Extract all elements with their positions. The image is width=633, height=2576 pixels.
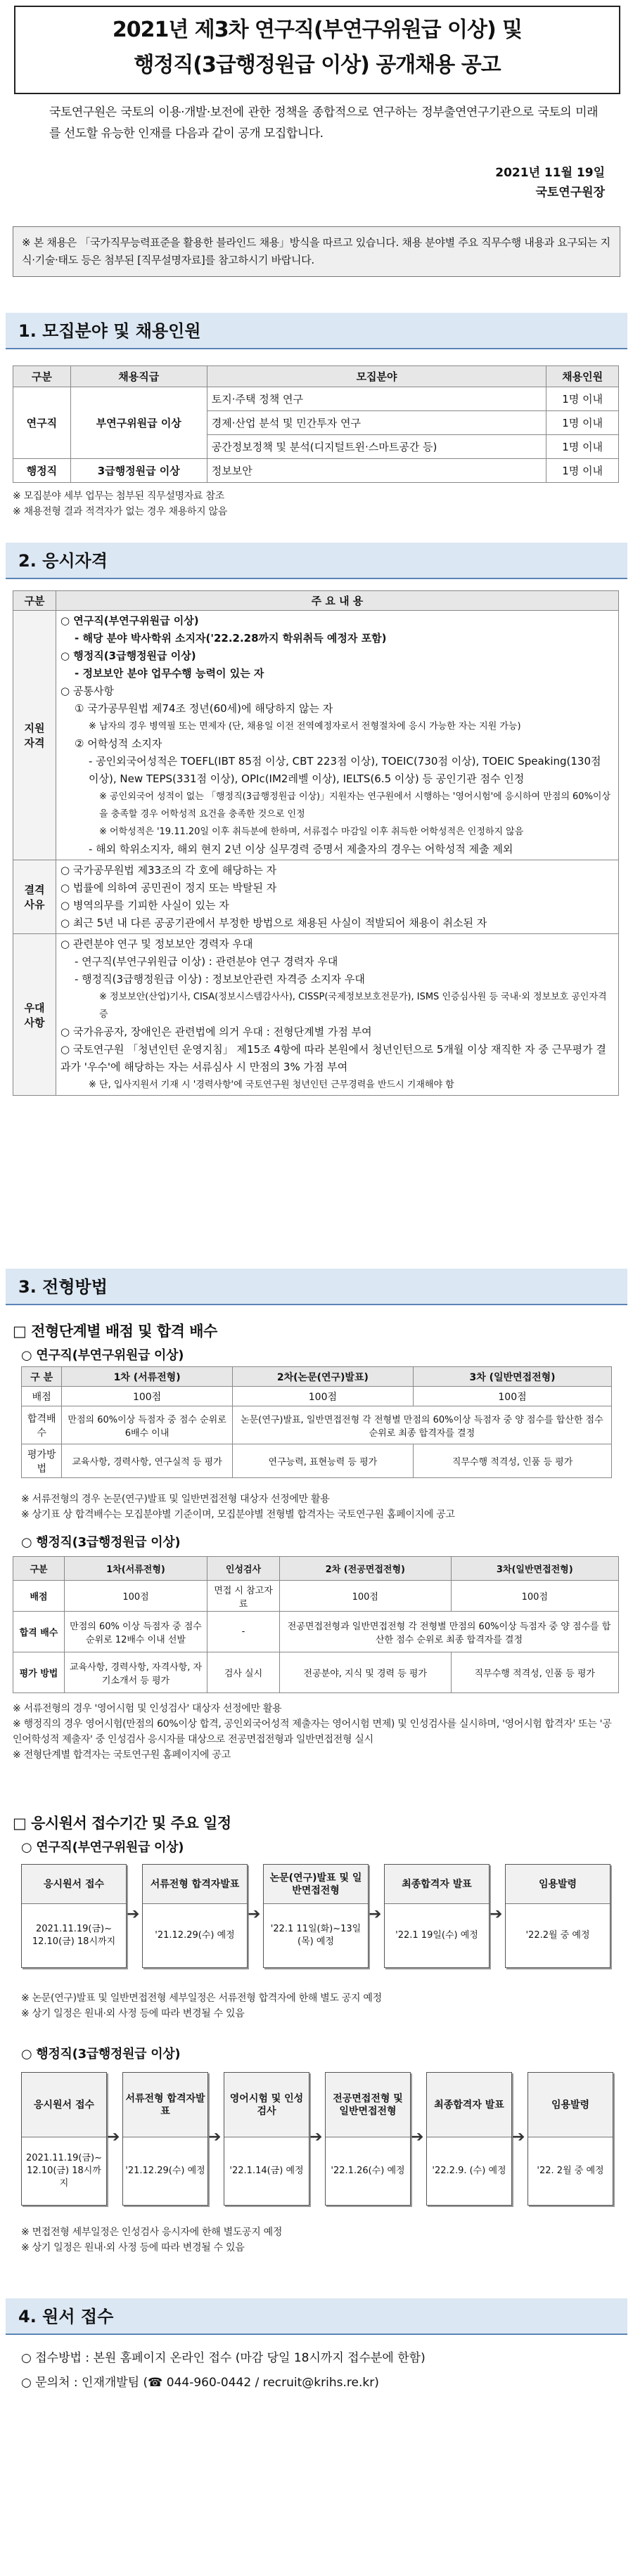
recruit-field-3: 공간정보정책 및 분석(디지털트윈·스마트공간 등)	[207, 435, 546, 459]
recruit-notes	[13, 488, 227, 519]
as-r2-2: -	[207, 1612, 280, 1652]
title-line-1: 2021년 제3차 연구직(부연구위원급 이상) 및	[112, 18, 523, 42]
research-stage-table	[21, 1366, 612, 1478]
as-th-0: 구분	[13, 1557, 65, 1581]
recruit-count-1: 1명 이내	[546, 387, 619, 411]
schedule-step	[384, 1864, 490, 1968]
qualification-line: - 해외 학위소지자, 해외 현지 2년 이상 실무경력 증명서 제출자의 경우는 어학성적 제출 제외	[89, 843, 513, 855]
sched-research-notes	[21, 1991, 612, 2021]
schedule-step-title: 논문(연구)발표 및 일반면접전형	[264, 1865, 368, 1904]
recruit-field-2: 경제·산업 분석 및 민간투자 연구	[207, 411, 546, 435]
as-th-2: 인성검사	[207, 1557, 280, 1581]
rs-r2-0: 합격배수	[22, 1406, 62, 1444]
schedule-step-title: 전공면접전형 및 일반면접전형	[326, 2073, 410, 2137]
rs-r3-2: 연구능력, 표현능력 등 평가	[232, 1444, 413, 1478]
rs-r1-3: 100점	[414, 1387, 612, 1406]
schedule-step	[426, 2072, 512, 2206]
as-r2-1: 만점의 60% 이상 득점자 중 점수 순위로 12배수 이내 선발	[65, 1612, 207, 1652]
qualification-line: ○ 연구직(부연구위원급 이상)	[60, 614, 199, 627]
schedule-step-date: 2021.11.19(금)~ 12.10(금) 18시까지	[25, 2153, 103, 2189]
disqualification-line: ○ 법률에 의하여 공민권이 정지 또는 박탈된 자	[60, 881, 277, 894]
as-r1-0: 배점	[13, 1581, 65, 1612]
qualification-line: - 해당 분야 박사학위 소지자('22.2.28까지 학위취득 예정자 포함)	[75, 632, 387, 645]
schedule-step-date: '22.1 11일(화)~13일(목) 예정	[270, 1924, 362, 1947]
section-4-header: 4. 원서 접수	[6, 2298, 627, 2335]
notice-title-box	[14, 6, 620, 94]
rs-r1-2: 100점	[232, 1387, 413, 1406]
req-qualification-content	[56, 611, 619, 860]
schedule-step-date: '22.2.9. (수) 예정	[432, 2166, 506, 2176]
recruit-th-category: 구분	[13, 366, 71, 387]
as-r3-3: 전공분야, 지식 및 경력 등 평가	[280, 1652, 452, 1693]
schedule-step-title: 최종합격자 발표	[427, 2073, 511, 2137]
as-r3-4: 직무수행 적격성, 인품 등 평가	[451, 1652, 618, 1693]
recruit-field-1: 토지·주택 정책 연구	[207, 387, 546, 411]
as-r3-0: 평가 방법	[13, 1652, 65, 1693]
san-1: ※ 면접전형 세부일정은 인성검사 응시자에 한해 별도공지 예정	[21, 2227, 283, 2238]
schedule-step	[224, 2072, 309, 2206]
srn-2: ※ 상기 일정은 원내·외 사정 등에 따라 변경될 수 있음	[21, 2008, 245, 2019]
schedule-step-date: '22.1.14(금) 예정	[229, 2166, 304, 2176]
qualification-line: - 공인외국어성적은 TOEFL(IBT 85점 이상, CBT 223점 이상), TOEIC(730점 이상), TOEIC Speaking(130점 이상), New TEPS(331점 이상), OPIc(IM2레벨 이상), IELTS(6.5 이상) 등 공인기관 점수 인정	[89, 755, 601, 785]
req-th-category: 구분	[13, 591, 56, 611]
as-note-1: ※ 서류전형의 경우 '영어시험 및 인성검사' 대상자 선정에만 활용	[13, 1703, 282, 1714]
as-r1-1: 100점	[65, 1581, 207, 1612]
apply-contact: ○ 문의처 : 인재개발팀 (☎ 044-960-0442 / recruit@krihs.re.kr)	[21, 2376, 379, 2390]
sched-admin-notes	[21, 2225, 612, 2255]
schedule-step	[122, 2072, 208, 2206]
disqualification-line: ○ 병역의무를 기피한 사실이 있는 자	[60, 899, 229, 912]
rs-th-2: 2차(논문(연구)발표)	[232, 1367, 413, 1387]
qualification-line: ○ 공통사항	[60, 685, 114, 697]
preference-line: ○ 관련분야 연구 및 정보보안 경력자 우대	[60, 938, 253, 950]
schedule-step-date: '22.1 19일(수) 예정	[395, 1930, 478, 1941]
disqualification-line: ○ 최근 5년 내 다른 공공기관에서 부정한 방법으로 채용된 사실이 적발되어 채용이 취소된 자	[60, 917, 487, 929]
schedule-step-title: 최종합격자 발표	[385, 1865, 489, 1904]
recruit-grade-admin: 3급행정원급 이상	[70, 459, 207, 483]
research-stage-heading: ○ 연구직(부연구위원급 이상)	[21, 1348, 184, 1363]
schedule-step-title: 임용발령	[528, 2073, 613, 2137]
rs-r3-3: 직무수행 적격성, 인품 등 평가	[414, 1444, 612, 1478]
recruit-th-count: 채용인원	[546, 366, 619, 387]
as-note-3: ※ 전형단계별 합격자는 국토연구원 홈페이지에 공고	[13, 1749, 231, 1761]
recruit-count-2: 1명 이내	[546, 411, 619, 435]
rs-r3-0: 평가방법	[22, 1444, 62, 1478]
intro-text: 국토연구원은 국토의 이용·개발·보전에 관한 정책을 종합적으로 연구하는 정부출연연구기관으로 국토의 미래를 선도할 유능한 인재를 다음과 같이 공개 모집합니다.	[49, 105, 598, 141]
req-disqualification-content	[56, 860, 619, 934]
preference-line: - 연구직(부연구위원급 이상) : 관련분야 연구 경력자 우대	[75, 955, 338, 968]
requirements-table	[13, 590, 619, 1096]
schedule-step	[505, 1864, 610, 1968]
rs-th-0: 구 분	[22, 1367, 62, 1387]
schedule-step-date: '21.12.29(수) 예정	[155, 1930, 235, 1941]
as-th-4: 3차(일반면접전형)	[451, 1557, 618, 1581]
schedule-step-date: '21.12.29(수) 예정	[125, 2166, 205, 2176]
as-r2-0: 합격 배수	[13, 1612, 65, 1652]
preference-line: ※ 정보보안(산업)기사, CISA(정보시스템감사사), CISSP(국제정보보호전문가), ISMS 인증심사원 등 국내·외 정보보호 공인자격증	[99, 992, 607, 1020]
req-cat-preference: 우대 사항	[13, 934, 56, 1096]
rs-th-3: 3차 (일반면접전형)	[414, 1367, 612, 1387]
issue-date-block	[495, 163, 605, 202]
recruit-count-admin: 1명 이내	[546, 459, 619, 483]
recruit-count-3: 1명 이내	[546, 435, 619, 459]
schedule-step-title: 서류전형 합격자발표	[143, 1865, 247, 1904]
title-line-2: 행정직(3급행정원급 이상) 공개채용 공고	[134, 53, 501, 77]
schedule-step	[528, 2072, 613, 2206]
schedule-step	[325, 2072, 411, 2206]
admin-stage-table	[13, 1556, 619, 1693]
preference-line: - 행정직(3급행정원급 이상) : 정보보안관련 자격증 소지자 우대	[75, 973, 365, 985]
arrow-right-icon: ➔	[512, 2128, 525, 2146]
recruit-grade-research: 부연구위원급 이상	[70, 387, 207, 459]
research-stage-notes	[21, 1491, 612, 1522]
recruit-th-grade: 채용직급	[70, 366, 207, 387]
recruit-cat-admin: 행정직	[13, 459, 71, 483]
req-th-content: 주 요 내 용	[56, 591, 619, 611]
rs-r2-1: 만점의 60%이상 득점자 중 점수 순위로 6배수 이내	[62, 1406, 232, 1444]
preference-line: ○ 국토연구원 「청년인턴 운영지침」 제15조 4항에 따라 본원에서 청년인턴으로 5개월 이상 재직한 자 중 근무평가 결과가 '우수'에 해당하는 자는 서류심사 시 만점의 3% 가점 부여	[60, 1043, 606, 1073]
req-cat-disqualification: 결격 사유	[13, 860, 56, 934]
sched-research-heading: ○ 연구직(부연구위원급 이상)	[21, 1840, 184, 1855]
san-2: ※ 상기 일정은 원내·외 사정 등에 따라 변경될 수 있음	[21, 2242, 245, 2253]
as-th-3: 2차 (전공면접전형)	[280, 1557, 452, 1581]
schedule-step	[142, 1864, 248, 1968]
rs-note-1: ※ 서류전형의 경우 논문(연구)발표 및 일반면접전형 대상자 선정에만 활용	[21, 1494, 330, 1505]
schedule-heading: □ 응시원서 접수기간 및 주요 일정	[13, 1815, 231, 1832]
schedule-step	[21, 1864, 127, 1968]
qualification-line: ② 어학성적 소지자	[75, 737, 162, 750]
schedule-step-title: 임용발령	[506, 1865, 610, 1904]
schedule-step-date: 2021.11.19(금)~ 12.10(금) 18시까지	[32, 1924, 116, 1947]
recruit-note-1: ※ 모집분야 세부 업무는 첨부된 직무설명자료 참조	[13, 491, 224, 502]
rs-r1-0: 배점	[22, 1387, 62, 1406]
rs-note-2: ※ 상기표 상 합격배수는 모집분야별 기준이며, 모집분야별 전형별 합격자는 국토연구원 홈페이지에 공고	[21, 1509, 455, 1520]
as-r2-3: 전공면접전형과 일반면접전형 각 전형별 만점의 60%이상 득점자 중 양 점수를 합산한 점수 순위로 최종 합격자를 결정	[280, 1612, 619, 1652]
disqualification-line: ○ 국가공무원법 제33조의 각 호에 해당하는 자	[60, 864, 277, 876]
rs-r2-2: 논문(연구)발표, 일반면접전형 각 전형별 만점의 60%이상 득점자 중 양 점수를 합산한 점수 순위로 최종 합격자를 결정	[232, 1406, 611, 1444]
admin-stage-notes	[13, 1701, 619, 1763]
recruit-th-field: 모집분야	[207, 366, 546, 387]
schedule-step	[263, 1864, 369, 1968]
issuer: 국토연구원장	[535, 186, 605, 200]
admin-stage-heading: ○ 행정직(3급행정원급 이상)	[21, 1535, 181, 1550]
section-3-header: 3. 전형방법	[6, 1269, 627, 1305]
schedule-step-title: 응시원서 접수	[22, 2073, 106, 2137]
schedule-step-title: 영어시험 및 인성검사	[224, 2073, 309, 2137]
schedule-step-date: '22.2월 중 예정	[525, 1930, 590, 1941]
qualification-line: - 정보보안 분야 업무수행 능력이 있는 자	[75, 667, 264, 680]
recruit-cat-research: 연구직	[13, 387, 71, 459]
srn-1: ※ 논문(연구)발표 및 일반면접전형 세부일정은 서류전형 합격자에 한해 별도 공지 예정	[21, 1993, 382, 2004]
schedule-step-date: '22.1.26(수) 예정	[331, 2166, 405, 2176]
qualification-line: ① 국가공무원법 제74조 정년(60세)에 해당하지 않는 자	[75, 702, 333, 715]
rs-r3-1: 교육사항, 경력사항, 연구실적 등 평가	[62, 1444, 232, 1478]
sched-admin-heading: ○ 행정직(3급행정원급 이상)	[21, 2047, 181, 2062]
recruit-field-admin: 정보보안	[207, 459, 546, 483]
as-r1-4: 100점	[451, 1581, 618, 1612]
arrow-right-icon: ➔	[490, 1905, 503, 1923]
req-preference-content	[56, 934, 619, 1096]
qualification-line: ※ 남자의 경우 병역필 또는 면제자 (단, 채용일 이전 전역예정자로서 전형절차에 응시 가능한 자는 지원 가능)	[89, 721, 521, 732]
blind-recruitment-notice: ※ 본 채용은 「국가직무능력표준을 활용한 블라인드 채용」방식을 따르고 있습니다. 채용 분야별 주요 직무수행 내용과 요구되는 지식·기술·태도 등은 첨부된 [직무설명자료]를 참고하시기 바랍니다.	[13, 226, 620, 277]
rs-th-1: 1차 (서류전형)	[62, 1367, 232, 1387]
apply-method: ○ 접수방법 : 본원 홈페이지 온라인 접수 (마감 당일 18시까지 접수분에 한함)	[21, 2351, 426, 2365]
selection-stages-heading: □ 전형단계별 배점 및 합격 배수	[13, 1323, 217, 1340]
arrow-right-icon: ➔	[107, 2128, 120, 2146]
arrow-right-icon: ➔	[411, 2128, 424, 2146]
preference-line: ○ 국가유공자, 장애인은 관련법에 의거 우대 : 전형단계별 가점 부여	[60, 1025, 372, 1038]
schedule-step-title: 응시원서 접수	[22, 1865, 126, 1904]
as-r1-3: 100점	[280, 1581, 452, 1612]
schedule-step	[21, 2072, 107, 2206]
issue-date: 2021년 11월 19일	[495, 166, 605, 180]
arrow-right-icon: ➔	[369, 1905, 382, 1923]
recruit-table	[13, 365, 619, 483]
as-th-1: 1차(서류전형)	[65, 1557, 207, 1581]
section-1-header: 1. 모집분야 및 채용인원	[6, 313, 627, 349]
section-2-header: 2. 응시자격	[6, 543, 627, 579]
schedule-step-title: 서류전형 합격자발표	[123, 2073, 207, 2137]
preference-line: ※ 단, 입사지원서 기재 시 '경력사항'에 국토연구원 청년인턴 근무경력을 반드시 기재해야 함	[89, 1080, 454, 1090]
qualification-line: ※ 어학성적은 '19.11.20일 이후 취득분에 한하며, 서류접수 마감일 이후 취득한 어학성적은 인정하지 않음	[99, 827, 524, 837]
qualification-line: ※ 공인외국어 성적이 없는 「행정직(3급행정원급 이상)」지원자는 연구원에서 시행하는 '영어시험'에 응시하여 만점의 60%이상을 충족할 경우 어학성적 요건을 충족한 것으로 인정	[99, 791, 611, 820]
arrow-right-icon: ➔	[309, 2128, 323, 2146]
as-note-2: ※ 행정직의 경우 영어시험(만점의 60%이상 합격, 공인외국어성적 제출자는 영어시험 면제) 및 인성검사를 실시하며, '영어시험 합격자' 또는 '공인어학성적 제출자' 중 인성검사 응시자를 대상으로 전공면접전형과 일반면접전형 실시	[13, 1719, 612, 1745]
rs-r1-1: 100점	[62, 1387, 232, 1406]
arrow-right-icon: ➔	[248, 1905, 261, 1923]
arrow-right-icon: ➔	[208, 2128, 222, 2146]
as-r3-2: 검사 실시	[207, 1652, 280, 1693]
qualification-line: ○ 행정직(3급행정원급 이상)	[60, 649, 196, 662]
recruit-note-2: ※ 채용전형 결과 적격자가 없는 경우 채용하지 않음	[13, 506, 227, 517]
req-cat-qualification: 지원 자격	[13, 611, 56, 860]
as-r3-1: 교육사항, 경력사항, 자격사항, 자기소개서 등 평가	[65, 1652, 207, 1693]
schedule-step-date: '22. 2월 중 예정	[537, 2166, 604, 2176]
arrow-right-icon: ➔	[127, 1905, 140, 1923]
as-r1-2: 면접 시 참고자료	[207, 1581, 280, 1612]
